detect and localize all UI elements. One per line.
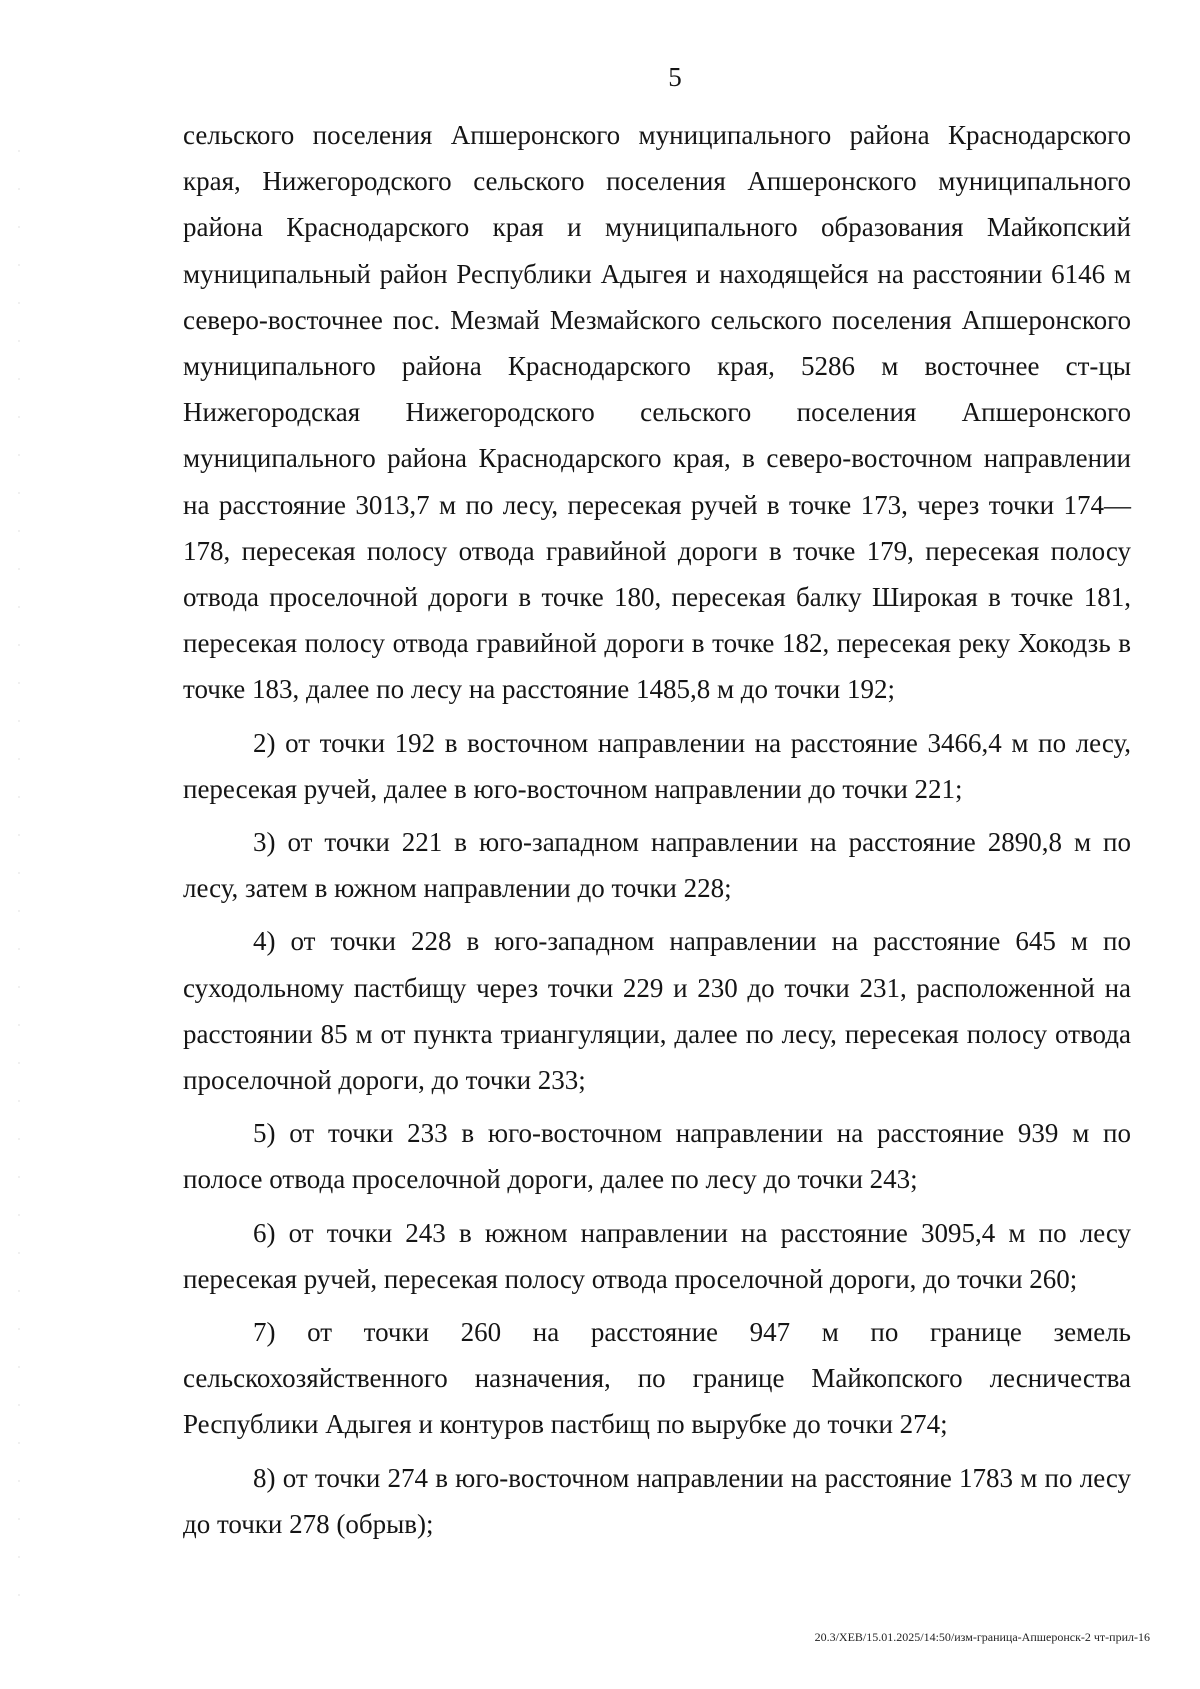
page-number: 5 — [668, 62, 682, 92]
paragraph-item-2: 2) от точки 192 в восточном направлении на расстояние 3466,4 м по лесу, пересекая ручей, далее в юго-восточном направлении до точки 221; — [183, 727, 1131, 804]
scan-margin-marks — [18, 150, 20, 1600]
paragraph-item-7: 7) от точки 260 на расстояние 947 м по границе земель сельскохозяйственного назначения, по границе Майкопского лесничества Республики Адыгея и контуров пастбищ по вырубке до точки 274; — [183, 1317, 1131, 1440]
paragraph-item-4: 4) от точки 228 в юго-западном направлении на расстояние 645 м по суходольному пастбищу через точки 229 и 230 до точки 231, расположенной на расстоянии 85 м от пункта триангуляции, далее по лесу, пересекая полосу отвода проселочной дороги, до точки 233; — [183, 926, 1131, 1096]
paragraph-continuation: сельского поселения Апшеронского муниципального района Краснодарского края, Нижегородского сельского поселения Апшеронского муниципального района Краснодарского края и муниципального образования Майкопский муниципальный район Республики Адыгея и находящейся на расстоянии 6146 м северо-восточнее пос. Мезмай Мезмайского сельского поселения Апшеронского муниципального района Краснодарского края, 5286 м восточнее ст-цы Нижегородская Нижегородского сельского поселения Апшеронского муниципального района Краснодарского края, в северо-восточном направлении на расстояние 3013,7 м по лесу, пересекая ручей в точке 173, через точки 174—178, пересекая полосу отвода гравийной дороги в точке 179, пересекая полосу отвода проселочной дороги в точке 180, пересекая балку Широкая в точке 181, пересекая полосу отвода гравийной дороги в точке 182, пересекая реку Хокодзь в точке 183, далее по лесу на расстояние 1485,8 м до точки 192; — [183, 120, 1131, 705]
paragraph-item-6: 6) от точки 243 в южном направлении на расстояние 3095,4 м по лесу пересекая ручей, пересекая полосу отвода проселочной дороги, до точки 260; — [183, 1217, 1131, 1294]
paragraph-item-3: 3) от точки 221 в юго-западном направлении на расстояние 2890,8 м по лесу, затем в южном направлении до точки 228; — [183, 827, 1131, 904]
paragraph-item-8: 8) от точки 274 в юго-восточном направлении на расстояние 1783 м по лесу до точки 278 (обрыв); — [183, 1462, 1131, 1539]
document-footer-reference: 20.3/ХЕВ/15.01.2025/14:50/изм-граница-Апшеронск-2 чт-прил-16 — [814, 1630, 1150, 1644]
paragraph-item-5: 5) от точки 233 в юго-восточном направлении на расстояние 939 м по полосе отвода проселочной дороги, далее по лесу до точки 243; — [183, 1118, 1131, 1195]
document-body — [183, 112, 1131, 1554]
